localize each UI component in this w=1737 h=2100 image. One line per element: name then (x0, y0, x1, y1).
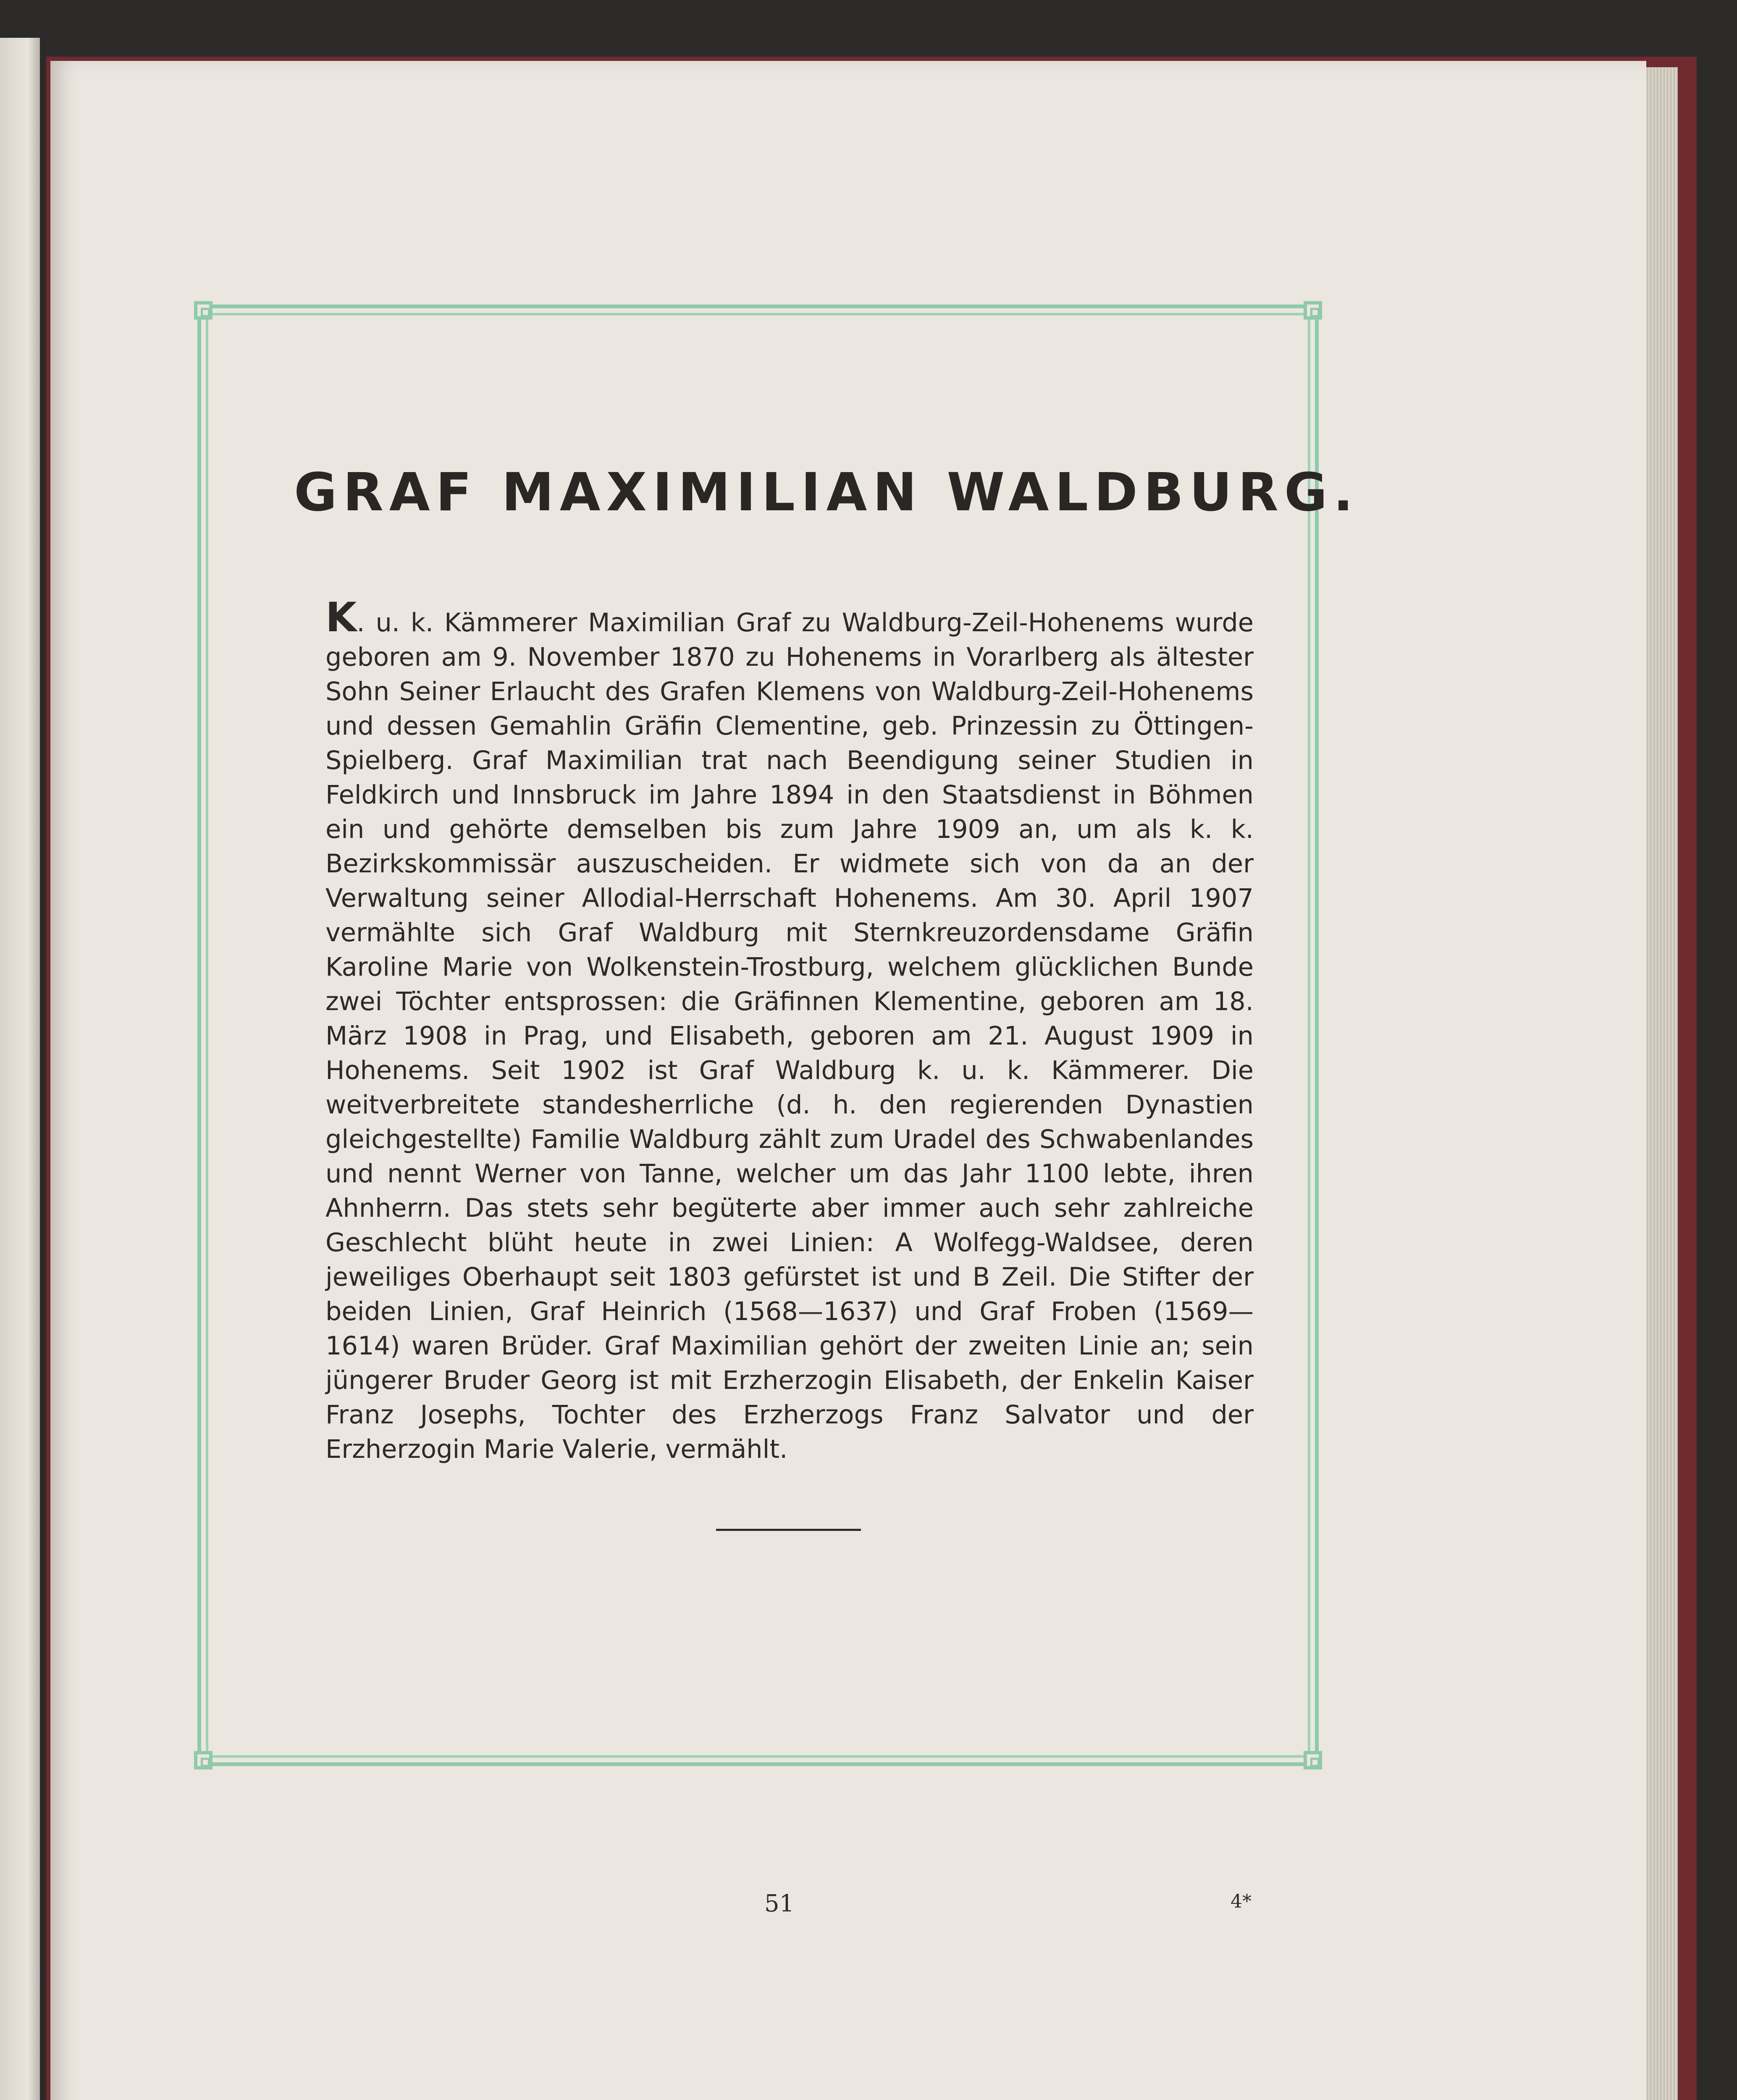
page-number: 51 (764, 1890, 795, 1917)
paragraph-text: . u. k. Kämmerer Maximilian Graf zu Waldburg-Zeil-Hohenems wurde geboren am 9. November 1870 zu Hohenems in Vorarlberg als ältester Sohn Seiner Erlaucht des Grafen Klemens von Waldburg-Zeil-Hohenems und dessen Gemahlin Gräfin Clementine, geb. Prinzessin zu Öttingen-Spielberg. Graf Maximilian trat nach Beendigung seiner Studien in Feldkirch und Innsbruck im Jahre 1894 in den Staatsdienst in Böhmen ein und gehörte demselben bis zum Jahre 1909 an, um als k. k. Bezirkskommissär auszuscheiden. Er widmete sich von da an der Verwaltung seiner Allodial-Herrschaft Hohenems. Am 30. April 1907 vermählte sich Graf Waldburg mit Sternkreuzordensdame Gräfin Karoline Marie von Wolkenstein-Trostburg, welchem glücklichen Bunde zwei Töchter entsprossen: die Gräfinnen Klementine, geboren am 18. März 1908 in Prag, und Elisabeth, geboren am 21. August 1909 in Hohenems. Seit 1902 ist Graf Waldburg k. u. k. Kämmerer. Die weitverbreitete standesherrliche (d. h. den regierenden Dynastien gleichgestellte) Familie Waldburg zählt zum Uradel des Schwabenlandes und nennt Werner von Tanne, welcher um das Jahr 1100 lebte, ihren Ahnherrn. Das stets sehr begüterte aber immer auch sehr zahlreiche Geschlecht blüht heute in zwei Linien: A Wolfegg-Waldsee, deren jeweiliges Oberhaupt seit 1803 gefürstet ist und B Zeil. Die Stifter der beiden Linien, Graf Heinrich (1568—1637) und Graf Froben (1569—1614) waren Brüder. Graf Maximilian gehört der zweiten Linie an; sein jüngerer Bruder Georg ist mit Erzherzogin Elisabeth, der Enkelin Kaiser Franz Josephs, Tochter des Erzherzogs Franz Salvator und der Erzherzogin Marie Valerie, vermählt. (325, 608, 1254, 1464)
closing-rule (716, 1529, 861, 1531)
drop-cap: K (325, 594, 357, 641)
biography-paragraph (325, 594, 1254, 1467)
previous-page-edge (0, 38, 40, 2100)
frame-corner-ornament (194, 1751, 213, 1769)
frame-corner-ornament (1304, 1751, 1322, 1769)
frame-corner-ornament (1304, 301, 1322, 320)
frame-corner-ornament (194, 301, 213, 320)
signature-mark: 4* (1231, 1891, 1252, 1912)
page-title: GRAF MAXIMILIAN WALDBURG. (294, 462, 1359, 523)
